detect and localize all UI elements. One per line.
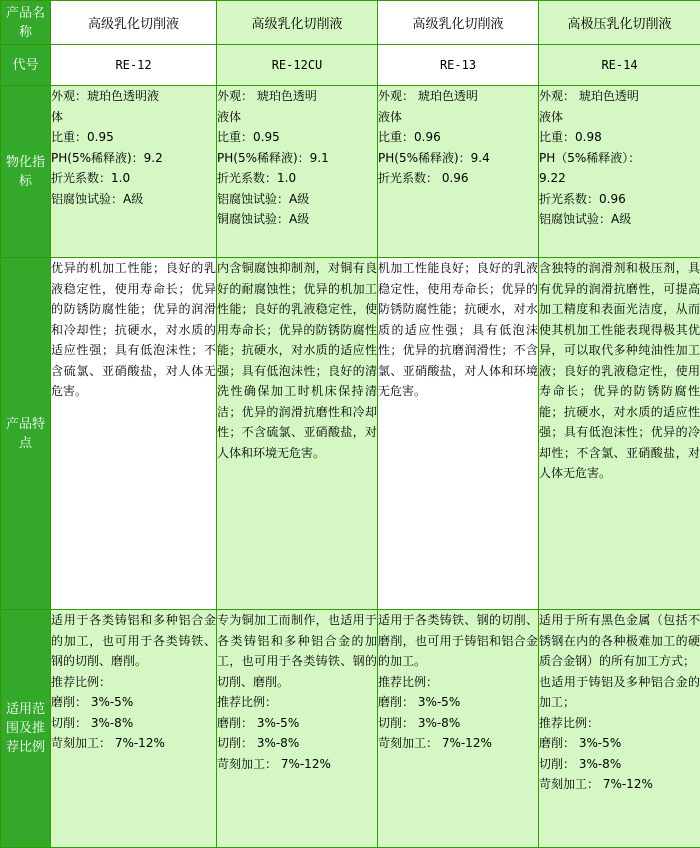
scope-text: 专为铜加工而制作，也适用于各类铸铝和多种铝合金的加工，也可用于各类铸铁、钢的切削、磨削。 xyxy=(217,610,377,692)
physchem-line: 外观： 琥珀色透明 xyxy=(378,86,538,107)
ratio-line: 磨削： 3%-5% xyxy=(378,692,538,713)
scope-row xyxy=(1,610,700,848)
scope-text: 适用于所有黑色金属（包括不锈钢在内的各种极难加工的硬质合金钢）的所有加工方式； xyxy=(539,610,700,672)
product-name-re13: 高级乳化切削液 xyxy=(378,1,539,45)
code-row xyxy=(1,45,700,86)
physchem-line: 外观： 琥珀色透明 xyxy=(217,86,377,107)
product-code-re12cu: RE-12CU xyxy=(217,45,378,86)
product-code-re14: RE-14 xyxy=(539,45,700,86)
ratio-line: 苛刻加工： 7%-12% xyxy=(217,754,377,775)
physchem-line: 比重：0.95 xyxy=(51,127,216,148)
physchem-line: 比重：0.95 xyxy=(217,127,377,148)
physchem-line: 铝腐蚀试验：A级 xyxy=(51,189,216,210)
physchem-line: PH（5%稀释液）： xyxy=(539,148,700,169)
physchem-line: PH(5%稀释液)：9.2 xyxy=(51,148,216,169)
physchem-re12 xyxy=(51,86,217,258)
product-code-re13: RE-13 xyxy=(378,45,539,86)
physchem-line: 铝腐蚀试验：A级 xyxy=(217,189,377,210)
ratio-line: 磨削： 3%-5% xyxy=(51,692,216,713)
ratio-title: 推荐比例： xyxy=(217,692,377,713)
ratio-line: 苛刻加工： 7%-12% xyxy=(539,774,700,795)
scope-text: 适用于各类铸铁、钢的切削、磨削，也可用于铸铝和铝合金的加工。 xyxy=(378,610,538,672)
features-re12 xyxy=(51,258,217,610)
physchem-line: 比重：0.98 xyxy=(539,127,700,148)
scope-row-label: 适用范围及推荐比例 xyxy=(1,610,51,848)
features-text: 内含铜腐蚀抑制剂，对铜有良好的耐腐蚀性；优异的机加工性能；良好的乳液稳定性，使用寿命长；优异的防锈防腐性能；抗硬水，对水质的适应性强；具有低泡沫性；良好的清洗性确保加工时机床保持清洁；优异的润滑抗磨性和冷却性；不含硫氯、亚硝酸盐，对人体和环境无危害。 xyxy=(217,258,377,463)
ratio-line: 切削： 3%-8% xyxy=(217,733,377,754)
product-name-re14: 高极压乳化切削液 xyxy=(539,1,700,45)
scope-re13 xyxy=(378,610,539,848)
name-row-label: 产品名称 xyxy=(1,1,51,45)
physchem-line: 液体 xyxy=(539,107,700,128)
scope-re12cu xyxy=(217,610,378,848)
physchem-row-label: 物化指标 xyxy=(1,86,51,258)
ratio-title: 推荐比例： xyxy=(51,672,216,693)
scope-text: 也适用于铸铝及多种铝合金的加工； xyxy=(539,672,700,713)
physchem-line: 9.22 xyxy=(539,168,700,189)
physchem-line: 折光系数：0.96 xyxy=(539,189,700,210)
ratio-line: 苛刻加工： 7%-12% xyxy=(378,733,538,754)
physchem-line: 折光系数： 0.96 xyxy=(378,168,538,189)
physchem-re13 xyxy=(378,86,539,258)
physchem-line: 铝腐蚀试验：A级 xyxy=(539,209,700,230)
ratio-title: 推荐比例： xyxy=(378,672,538,693)
physchem-line: 铜腐蚀试验：A级 xyxy=(217,209,377,230)
physchem-line: 比重：0.96 xyxy=(378,127,538,148)
ratio-line: 切削： 3%-8% xyxy=(539,754,700,775)
features-text: 优异的机加工性能；良好的乳液稳定性，使用寿命长；优异的防锈防腐性能；优异的润滑和冷却性；抗硬水，对水质的适应性强；具有低泡沫性；不含硫氯、亚硝酸盐，对人体无危害。 xyxy=(51,258,216,402)
physchem-line: 折光系数：1.0 xyxy=(217,168,377,189)
ratio-line: 切削： 3%-8% xyxy=(378,713,538,734)
product-name-re12cu: 高级乳化切削液 xyxy=(217,1,378,45)
features-row xyxy=(1,258,700,610)
product-code-re12: RE-12 xyxy=(51,45,217,86)
physchem-line: 液体 xyxy=(378,107,538,128)
physchem-row xyxy=(1,86,700,258)
physchem-line: 折光系数：1.0 xyxy=(51,168,216,189)
physchem-line: PH(5%稀释液)：9.1 xyxy=(217,148,377,169)
scope-re12 xyxy=(51,610,217,848)
scope-re14 xyxy=(539,610,700,848)
physchem-line: 体 xyxy=(51,107,216,128)
features-text: 含独特的润滑剂和极压剂，具有优异的润滑抗磨性，可提高加工精度和表面光洁度，从而使其机加工性能表现得极其优异，可以取代多种纯油性加工液；良好的乳液稳定性，使用寿命长；优异的防锈防腐性能；抗硬水，对水质的适应性强；具有低泡沫性；优异的冷却性；不含氯、亚硝酸盐，对人体无危害。 xyxy=(539,258,700,484)
ratio-line: 切削： 3%-8% xyxy=(51,713,216,734)
ratio-line: 磨削： 3%-5% xyxy=(217,713,377,734)
name-row xyxy=(1,1,700,45)
physchem-re12cu xyxy=(217,86,378,258)
ratio-line: 苛刻加工： 7%-12% xyxy=(51,733,216,754)
physchem-line: 外观： 琥珀色透明 xyxy=(539,86,700,107)
physchem-line: PH(5%稀释液)：9.4 xyxy=(378,148,538,169)
physchem-re14 xyxy=(539,86,700,258)
ratio-title: 推荐比例： xyxy=(539,713,700,734)
scope-text: 适用于各类铸铝和多种铝合金的加工，也可用于各类铸铁、钢的切削、磨削。 xyxy=(51,610,216,672)
features-text: 机加工性能良好；良好的乳液稳定性，使用寿命长；优异的防锈防腐性能；抗硬水，对水质的适应性强；具有低泡沫性；优异的抗磨润滑性；不含氯、亚硝酸盐，对人体和环境无危害。 xyxy=(378,258,538,402)
features-row-label: 产品特点 xyxy=(1,258,51,610)
features-re14 xyxy=(539,258,700,610)
code-row-label: 代号 xyxy=(1,45,51,86)
product-name-re12: 高级乳化切削液 xyxy=(51,1,217,45)
features-re12cu xyxy=(217,258,378,610)
physchem-line: 液体 xyxy=(217,107,377,128)
ratio-line: 磨削： 3%-5% xyxy=(539,733,700,754)
features-re13 xyxy=(378,258,539,610)
physchem-line: 外观：琥珀色透明液 xyxy=(51,86,216,107)
